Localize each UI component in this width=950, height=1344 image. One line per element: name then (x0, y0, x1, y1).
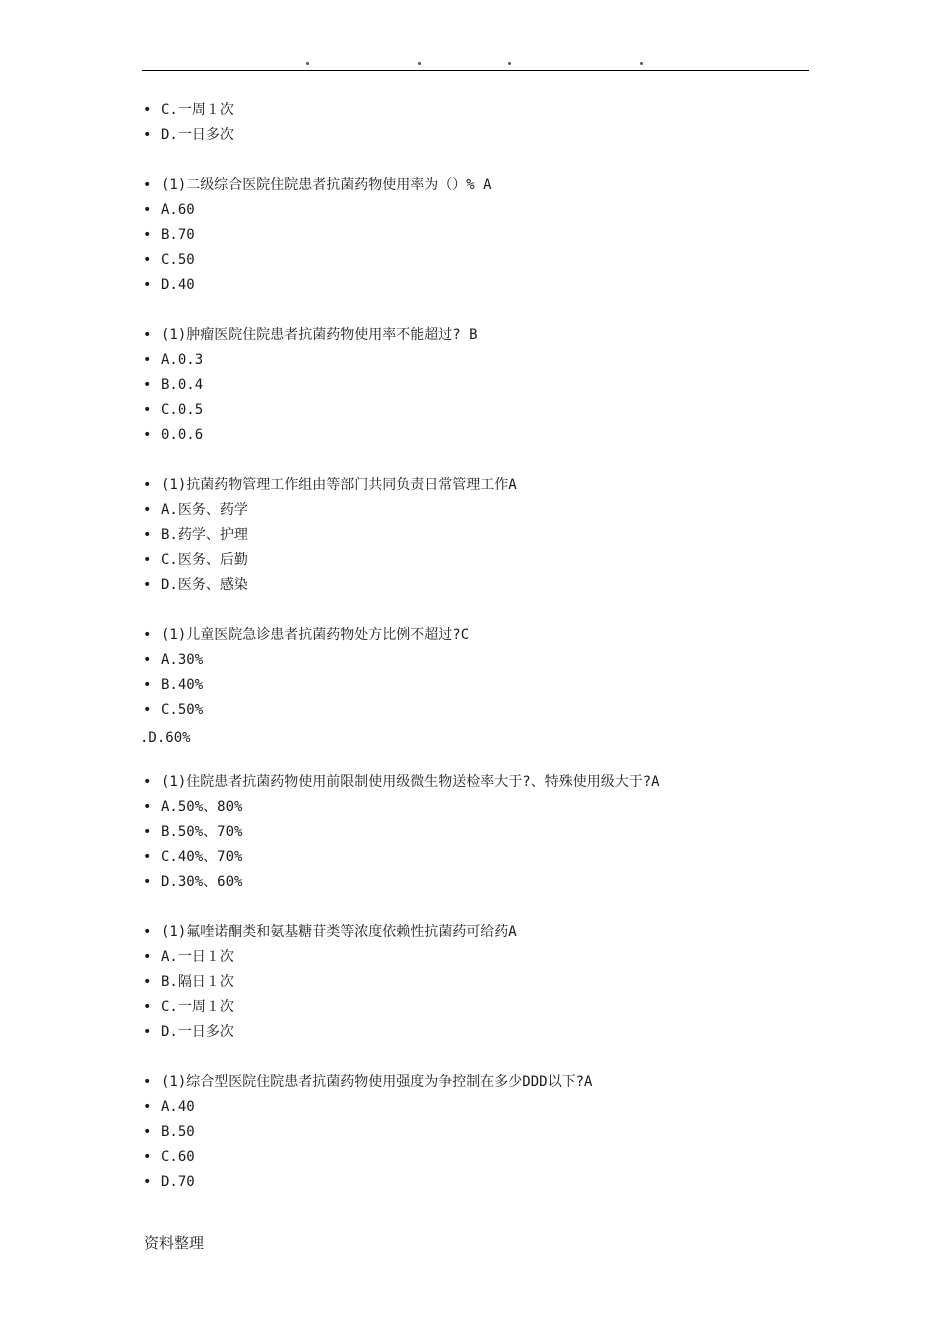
option-item: • B.隔日１次 (143, 970, 823, 995)
option-item-unbulleted: .D.60% (140, 729, 191, 746)
bullet-icon: • (143, 502, 152, 518)
option-item: • C.40%、70% (143, 845, 823, 870)
bullet-icon: • (143, 799, 152, 815)
header-dot (508, 62, 511, 65)
question-item: • (1)儿童医院急诊患者抗菌药物处方比例不超过?C (143, 623, 823, 648)
option-item: • D.70 (143, 1170, 823, 1195)
option-item: • D.40 (143, 273, 823, 298)
bullet-icon: • (143, 427, 152, 443)
bullet-icon: • (143, 227, 152, 243)
bullet-icon: • (143, 824, 152, 840)
bullet-icon: • (143, 874, 152, 890)
option-item: • A.0.3 (143, 348, 823, 373)
option-item: • D.医务、感染 (143, 573, 823, 598)
question-item: • (1)住院患者抗菌药物使用前限制使用级微生物送检率大于?、特殊使用级大于?A (143, 770, 823, 795)
option-item: • 0.0.6 (143, 423, 823, 448)
question-item: • (1)二级综合医院住院患者抗菌药物使用率为（）% A (143, 173, 823, 198)
bullet-icon: • (143, 402, 152, 418)
option-item: • C.50% (143, 698, 823, 723)
bullet-icon: • (143, 127, 152, 143)
question-list (140, 98, 823, 1195)
bullet-icon: • (143, 949, 152, 965)
option-item: • B.70 (143, 223, 823, 248)
bullet-icon: • (143, 702, 152, 718)
option-item: • C.医务、后勤 (143, 548, 823, 573)
bullet-icon: • (143, 1174, 152, 1190)
option-item: • D.一日多次 (143, 1020, 823, 1045)
bullet-icon: • (143, 1149, 152, 1165)
option-item: • A.医务、药学 (143, 498, 823, 523)
question-item: • (1)抗菌药物管理工作组由等部门共同负责日常管理工作A (143, 473, 823, 498)
option-item: • B.50 (143, 1120, 823, 1145)
bullet-icon: • (143, 577, 152, 593)
bullet-icon: • (143, 102, 152, 118)
option-item: • C.60 (143, 1145, 823, 1170)
option-item: • B.50%、70% (143, 820, 823, 845)
option-item: • A.一日１次 (143, 945, 823, 970)
bullet-icon: • (143, 277, 152, 293)
bullet-icon: • (143, 527, 152, 543)
option-item: • C.一周１次 (143, 995, 823, 1020)
bullet-icon: • (143, 627, 152, 643)
header-dot (640, 62, 643, 65)
bullet-icon: • (143, 924, 152, 940)
bullet-icon: • (143, 1024, 152, 1040)
bullet-icon: • (143, 974, 152, 990)
bullet-icon: • (143, 1074, 152, 1090)
bullet-icon: • (143, 849, 152, 865)
question-item: • (1)肿瘤医院住院患者抗菌药物使用率不能超过? B (143, 323, 823, 348)
bullet-icon: • (143, 652, 152, 668)
option-item: • B.40% (143, 673, 823, 698)
header-rule (142, 70, 809, 71)
option-item: • B.药学、护理 (143, 523, 823, 548)
option-item: • C.一周１次 (143, 98, 823, 123)
bullet-icon: • (143, 774, 152, 790)
option-item: • A.30% (143, 648, 823, 673)
header-dot (306, 62, 309, 65)
bullet-icon: • (143, 177, 152, 193)
bullet-icon: • (143, 999, 152, 1015)
option-item: • A.50%、80% (143, 795, 823, 820)
bullet-icon: • (143, 377, 152, 393)
bullet-icon: • (143, 352, 152, 368)
option-item: • A.40 (143, 1095, 823, 1120)
page-footer: 资料整理 (144, 1234, 205, 1252)
option-item: • C.0.5 (143, 398, 823, 423)
option-item: • C.50 (143, 248, 823, 273)
bullet-icon: • (143, 677, 152, 693)
bullet-icon: • (143, 252, 152, 268)
question-item: • (1)氟喹诺酮类和氨基糖苷类等浓度依赖性抗菌药可给药A (143, 920, 823, 945)
bullet-icon: • (143, 202, 152, 218)
header-dot (418, 62, 421, 65)
option-item: • D.一日多次 (143, 123, 823, 148)
option-item: • B.0.4 (143, 373, 823, 398)
option-item: • D.30%、60% (143, 870, 823, 895)
option-item: • A.60 (143, 198, 823, 223)
bullet-icon: • (143, 1124, 152, 1140)
bullet-icon: • (143, 477, 152, 493)
bullet-icon: • (143, 1099, 152, 1115)
question-item: • (1)综合型医院住院患者抗菌药物使用强度为争控制在多少DDD以下?A (143, 1070, 823, 1095)
bullet-icon: • (143, 552, 152, 568)
bullet-icon: • (143, 327, 152, 343)
